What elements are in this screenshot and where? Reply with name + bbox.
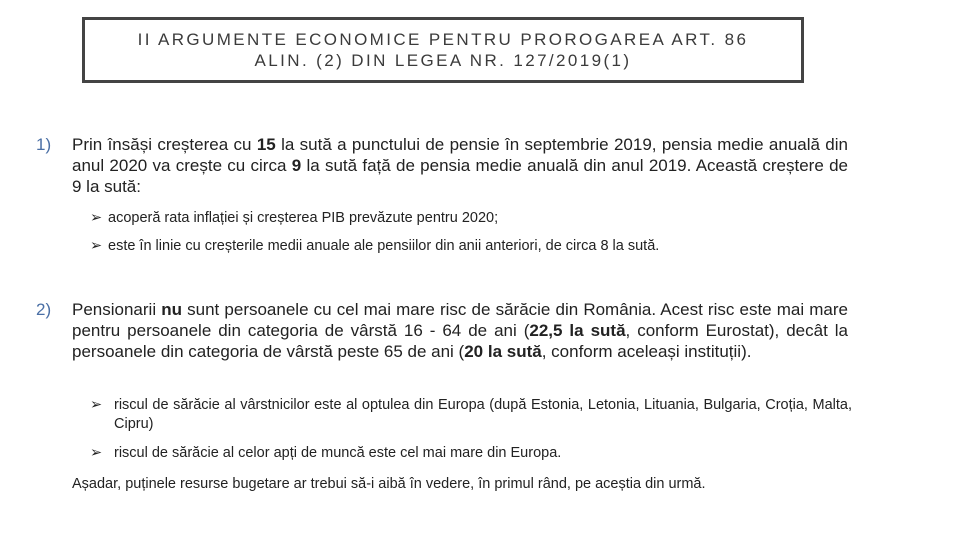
arrow-bullet-icon: ➢ [90,445,103,461]
bold-segment: nu [161,300,183,319]
title-line-1: II ARGUMENTE ECONOMICE PENTRU PROROGAREA ART. 86 [137,30,749,49]
text-segment: sunt persoanele cu cel mai mare risc de sărăcie din România. Acest risc este mai mare pentru persoanele din categoria de vârstă 16 - 64 de ani ( [72,300,848,340]
text-segment: , conform Eurostat), decât la persoanele din categoria de vârstă peste 65 de ani ( [72,321,848,361]
text-segment: la sută a punctului de pensie în septembrie 2019, pensia medie anuală din anul 2020 va crește cu circa [72,135,848,175]
arrow-bullet-icon: ➢ [90,397,103,413]
text-segment: , conform aceleași instituții). [541,342,752,361]
bullet-text: acoperă rata inflației și creșterea PIB prevăzute pentru 2020; [108,210,499,226]
bold-segment: 9 [291,156,302,175]
item-paragraph [72,134,848,197]
title-box [82,17,804,83]
bold-segment: 22,5 la sută [529,321,626,340]
bullet-text: riscul de sărăcie al celor apți de muncă este cel mai mare din Europa. [114,445,562,461]
bullet-item [90,396,852,434]
text-segment: la sută față de pensia medie anuală din anul 2019. Această creștere de 9 la sută: [72,156,848,196]
closing-paragraph: Așadar, puținele resurse bugetare ar trebui să-i aibă în vedere, în primul rând, pe aceștia din urmă. [72,476,706,492]
item-number: 1) [36,135,52,154]
bullet-text: este în linie cu creșterile medii anuale ale pensiilor din anii anteriori, de circa 8 la sută. [108,238,660,254]
item-number: 2) [36,300,52,319]
text-segment: Pensionarii [72,300,162,319]
bullet-item [90,237,659,256]
bullet-item [90,444,561,463]
bold-segment: 20 la sută [464,342,542,361]
item-paragraph [72,299,848,362]
text-segment: Prin însăși creșterea cu [72,135,257,154]
bold-segment: 15 [256,135,276,154]
title-line-2: ALIN. (2) DIN LEGEA NR. 127/2019(1) [254,51,632,70]
arrow-bullet-icon: ➢ [90,238,103,254]
bullet-text: riscul de sărăcie al vârstnicilor este al optulea din Europa (după Estonia, Letonia, Lituania, Bulgaria, Croția, Malta, Cipru) [114,397,852,432]
list-item-2 [36,299,848,362]
bullet-item [90,209,498,228]
list-item-1 [36,134,848,197]
arrow-bullet-icon: ➢ [90,210,103,226]
